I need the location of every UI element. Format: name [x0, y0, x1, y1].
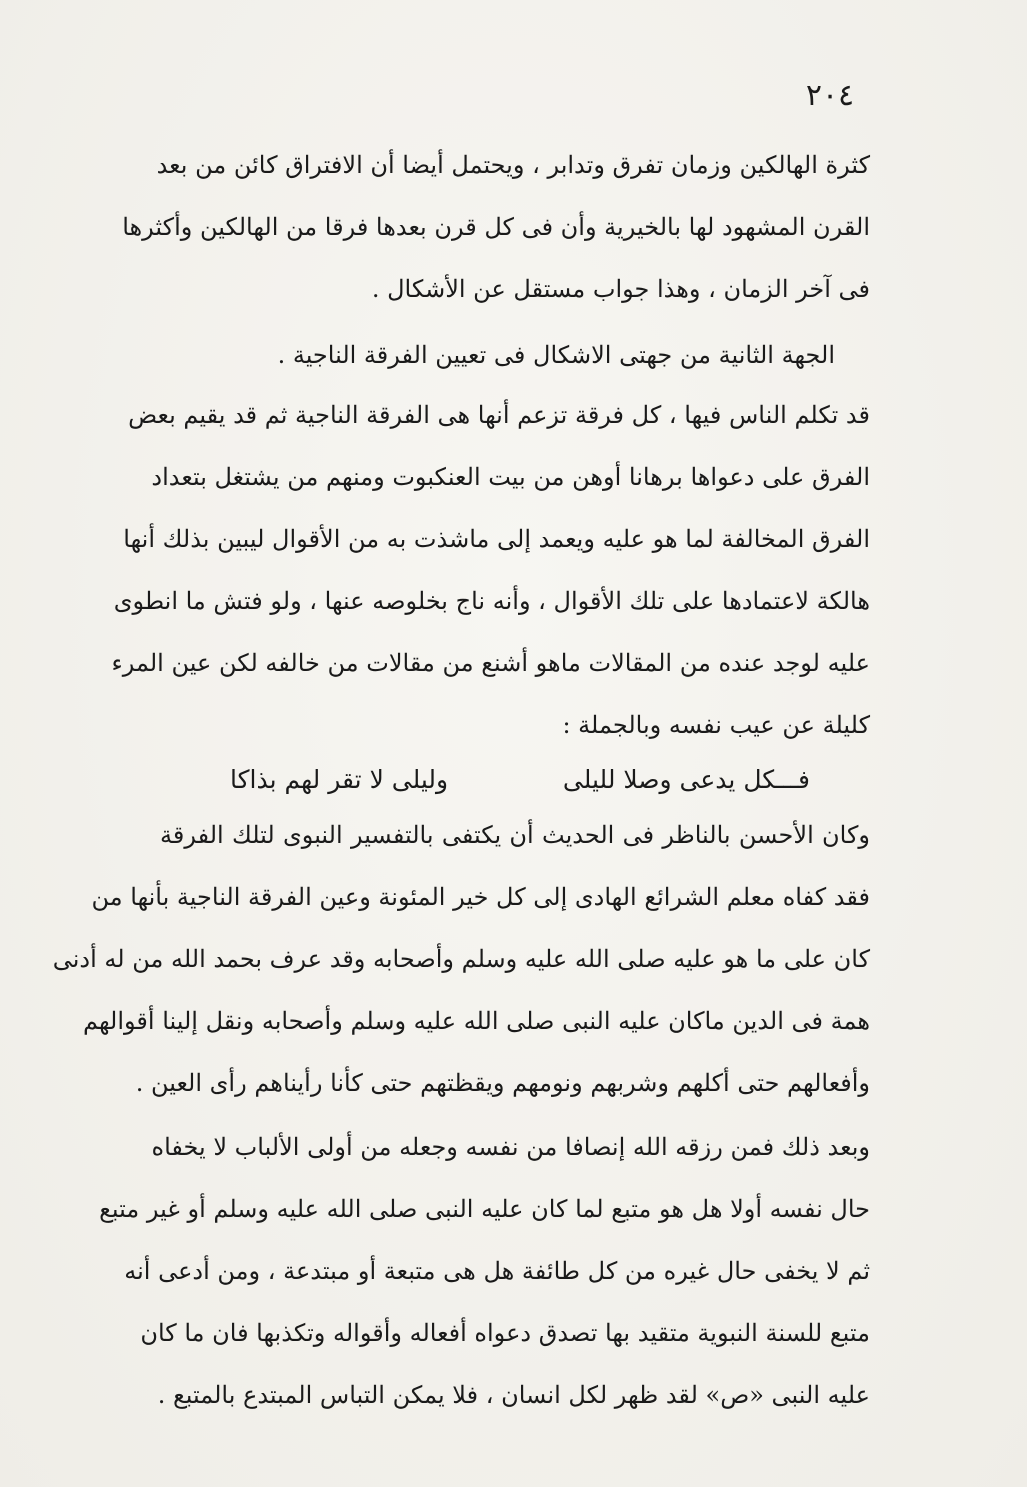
paragraph-4: [99, 1132, 870, 1442]
text-line: هالكة لاعتمادها على تلك الأقوال ، وأنه ناج بخلوصه عنها ، ولو فتش ما انطوى: [113, 587, 870, 615]
text-line: كان على ما هو عليه صلى الله عليه وسلم وأصحابه وقد عرف بحمد الله من له أدنى: [52, 945, 870, 973]
text-line: فى آخر الزمان ، وهذا جواب مستقل عن الأشكال .: [371, 275, 870, 303]
text-line: وبعد ذلك فمن رزقه الله إنصافا من نفسه وجعله من أولى الألباب لا يخفاه: [151, 1133, 870, 1161]
poem-second-hemistich: وليلى لا تقر لهم بذاكا: [230, 765, 449, 794]
poem-first-hemistich: فـــكل يدعى وصلا لليلى: [562, 765, 810, 794]
heading-text: الجهة الثانية من جهتى الاشكال فى تعيين الفرقة الناجية .: [277, 341, 835, 369]
text-line: ثم لا يخفى حال غيره من كل طائفة هل هى متبعة أو مبتدعة ، ومن أدعى أنه: [124, 1257, 870, 1285]
paragraph-1: [122, 150, 870, 336]
text-line: كليلة عن عيب نفسه وبالجملة :: [562, 711, 870, 739]
text-line: عليه النبى «ص» لقد ظهر لكل انسان ، فلا يمكن التباس المبتدع بالمتبع .: [157, 1381, 870, 1409]
poem-verse: [230, 760, 810, 800]
text-line: متبع للسنة النبوية متقيد بها تصدق دعواه أفعاله وأقواله وتكذبها فان ما كان: [140, 1319, 870, 1347]
text-line: وكان الأحسن بالناظر فى الحديث أن يكتفى بالتفسير النبوى لتلك الفرقة: [160, 821, 870, 849]
text-line: فقد كفاه معلم الشرائع الهادى إلى كل خير المئونة وعين الفرقة الناجية بأنها من: [91, 883, 870, 911]
paragraph-3: [52, 820, 870, 1130]
text-line: الفرق المخالفة لما هو عليه ويعمد إلى ماشذت به من الأقوال ليبين بذلك أنها: [123, 525, 870, 553]
paragraph-2: [111, 400, 870, 772]
text-line: القرن المشهود لها بالخيرية وأن فى كل قرن بعدها فرقا من الهالكين وأكثرها: [122, 213, 870, 241]
text-line: عليه لوجد عنده من المقالات ماهو أشنع من مقالات من خالفه لكن عين المرء: [111, 649, 870, 677]
text-line: الفرق على دعواها برهانا أوهن من بيت العنكبوت ومنهم من يشتغل بتعداد: [151, 463, 870, 491]
text-line: حال نفسه أولا هل هو متبع لما كان عليه النبى صلى الله عليه وسلم أو غير متبع: [99, 1195, 870, 1223]
text-line: قد تكلم الناس فيها ، كل فرقة تزعم أنها هى الفرقة الناجية ثم قد يقيم بعض: [128, 401, 870, 429]
text-line: همة فى الدين ماكان عليه النبى صلى الله عليه وسلم وأصحابه ونقل إلينا أقوالهم: [83, 1007, 870, 1035]
text-line: وأفعالهم حتى أكلهم وشربهم ونومهم ويقظتهم حتى كأنا رأيناهم رأى العين .: [135, 1069, 870, 1097]
page-number: ٢٠٤: [805, 78, 855, 113]
section-heading: [277, 340, 835, 402]
text-line: كثرة الهالكين وزمان تفرق وتدابر ، ويحتمل أيضا أن الافتراق كائن من بعد: [156, 151, 870, 179]
